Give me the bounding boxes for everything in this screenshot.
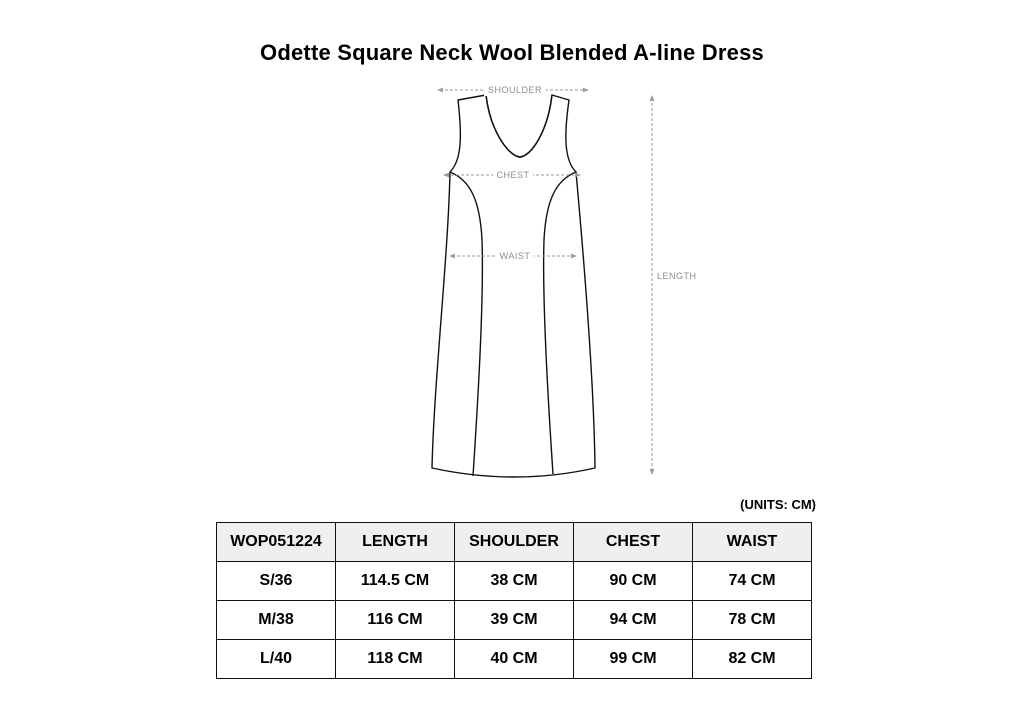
header-waist: WAIST [693,523,812,562]
waist-cell: 78 CM [693,601,812,640]
table-row [217,601,812,640]
length-cell: 118 CM [336,640,455,679]
size-cell: L/40 [217,640,336,679]
length-cell: 116 CM [336,601,455,640]
chest-cell: 99 CM [574,640,693,679]
waist-label: WAIST [499,251,531,261]
table-header-row [217,523,812,562]
waist-cell: 74 CM [693,562,812,601]
shoulder-label: SHOULDER [487,85,543,95]
length-label: LENGTH [657,271,697,281]
page-title: Odette Square Neck Wool Blended A-line Dress [260,40,764,65]
length-cell: 114.5 CM [336,562,455,601]
chest-cell: 94 CM [574,601,693,640]
header-chest: CHEST [574,523,693,562]
header-length: LENGTH [336,523,455,562]
header-shoulder: SHOULDER [455,523,574,562]
shoulder-cell: 38 CM [455,562,574,601]
units-note: (UNITS: CM) [740,497,816,512]
chest-cell: 90 CM [574,562,693,601]
table-row [217,562,812,601]
size-cell: M/38 [217,601,336,640]
shoulder-cell: 40 CM [455,640,574,679]
dress-outline [432,95,595,477]
size-cell: S/36 [217,562,336,601]
header-product-code: WOP051224 [217,523,336,562]
waist-cell: 82 CM [693,640,812,679]
table-row [217,640,812,679]
chest-label: CHEST [496,170,530,180]
shoulder-cell: 39 CM [455,601,574,640]
size-chart-table [216,522,812,679]
